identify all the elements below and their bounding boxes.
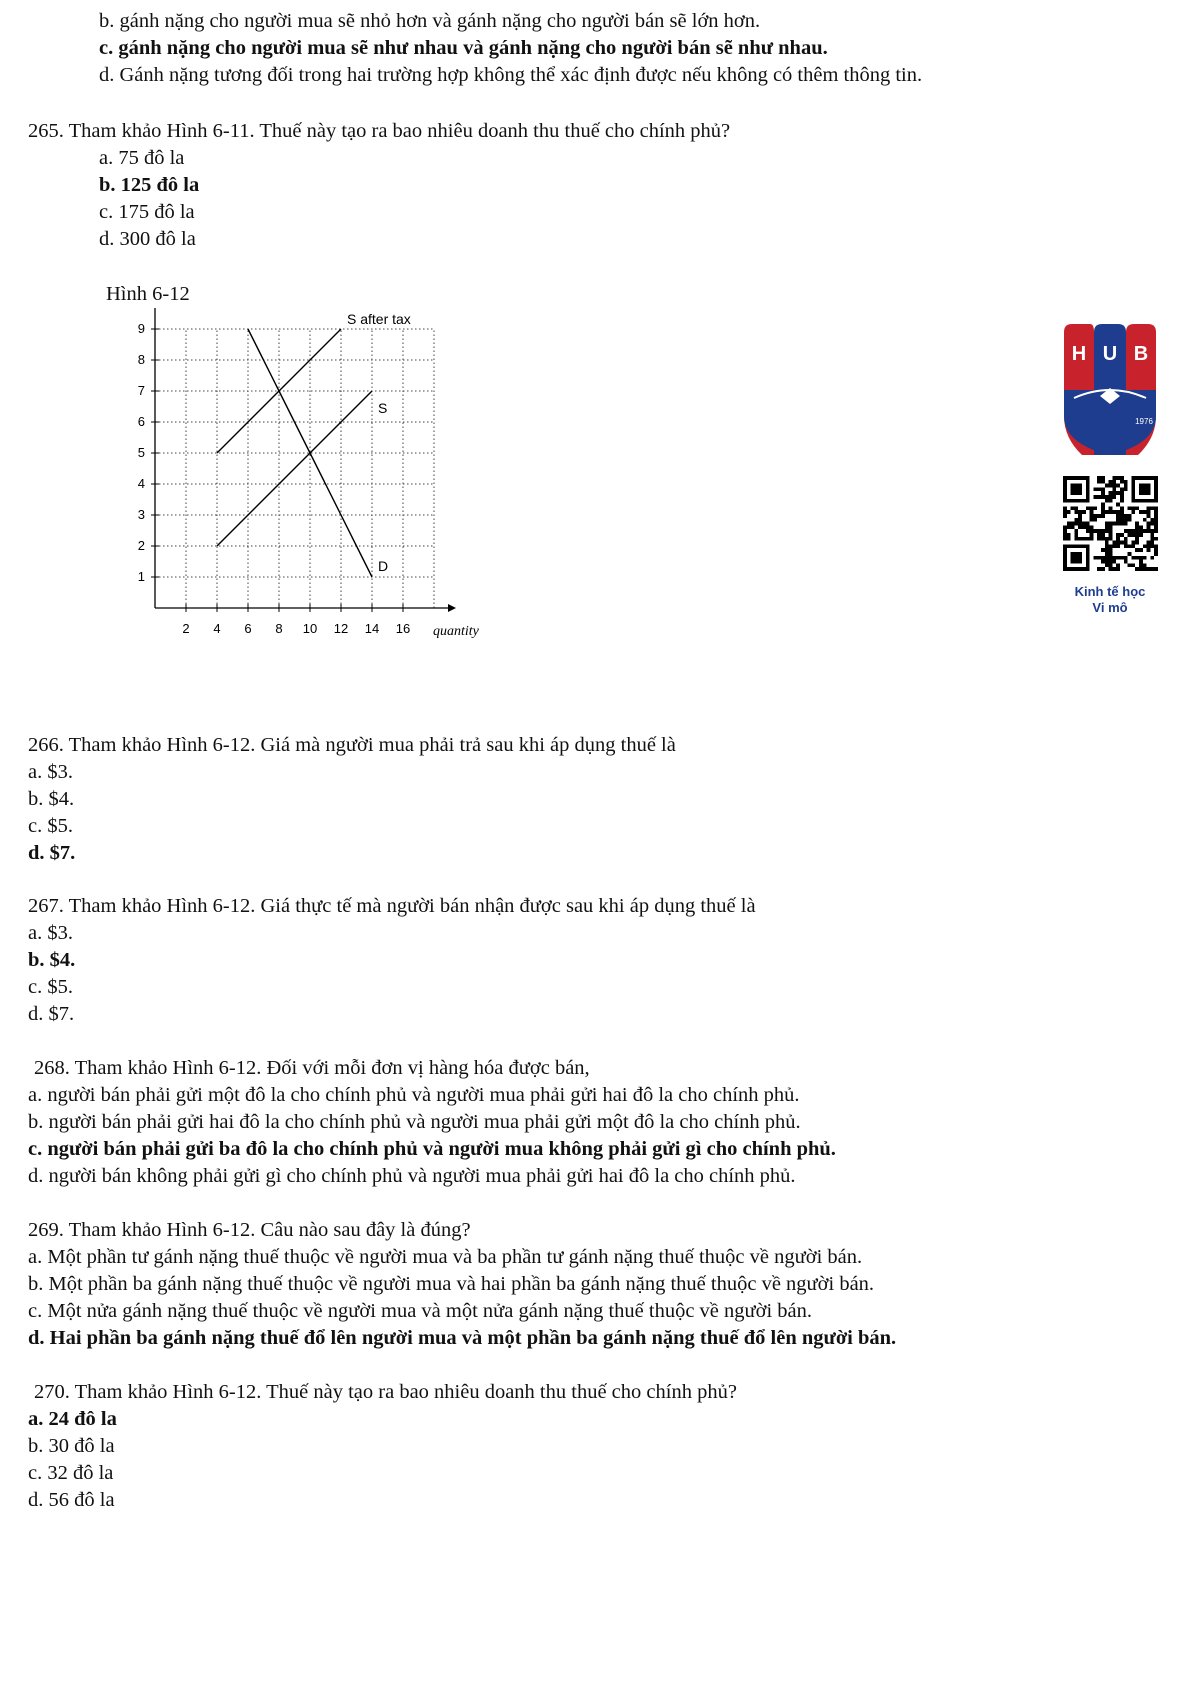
q264-option-c: c. gánh nặng cho người mua sẽ như nhau và gánh nặng cho người bán sẽ như nhau. [99, 37, 828, 59]
q264-option-d: d. Gánh nặng tương đối trong hai trường hợp không thể xác định được nếu không có thêm thông tin. [99, 64, 923, 86]
q269-option-a: a. Một phần tư gánh nặng thuế thuộc về người mua và ba phần tư gánh nặng thuế thuộc về người bán. [28, 1246, 863, 1268]
logo-letter-u: U [1102, 343, 1118, 365]
q270-option-b: b. 30 đô la [28, 1435, 115, 1457]
y-tick-label: 6 [137, 414, 145, 429]
x-tick-label: 8 [275, 621, 283, 636]
q269-option-c: c. Một nửa gánh nặng thuế thuộc về người mua và một nửa gánh nặng thuế thuộc về người bán. [28, 1300, 813, 1322]
qr-modules [1063, 476, 1158, 571]
y-tick-label: 2 [137, 538, 145, 553]
q266-question: 266. Tham khảo Hình 6-12. Giá mà người mua phải trả sau khi áp dụng thuế là [28, 734, 676, 756]
x-tick-label: 2 [182, 621, 190, 636]
subject-line-1: Kinh tế học [1074, 584, 1146, 599]
curve-label-s-after-tax: S after tax [347, 311, 411, 327]
y-tick-label: 8 [137, 352, 145, 367]
curve-label-s: S [378, 400, 388, 416]
q267-option-b: b. $4. [28, 949, 76, 971]
x-tick-label: 10 [302, 621, 318, 636]
q267-option-c: c. $5. [28, 976, 73, 998]
q269-question: 269. Tham khảo Hình 6-12. Câu nào sau đây là đúng? [28, 1219, 471, 1241]
logo-year: 1976 [1135, 417, 1153, 426]
x-tick-label: 6 [244, 621, 252, 636]
x-axis-label: quantity [433, 624, 479, 639]
logo-letter-b: B [1133, 343, 1149, 365]
subject-label [1040, 584, 1180, 616]
y-tick-label: 4 [137, 476, 145, 491]
q268-option-b: b. người bán phải gửi hai đô la cho chính phủ và người mua phải gửi một đô la cho chính phủ. [28, 1111, 801, 1133]
y-tick-label: 9 [137, 321, 145, 336]
hub-logo [1060, 320, 1160, 455]
q265-option-b: b. 125 đô la [99, 174, 200, 196]
q267-option-a: a. $3. [28, 922, 73, 944]
q264-option-b: b. gánh nặng cho người mua sẽ nhỏ hơn và gánh nặng cho người bán sẽ lớn hơn. [99, 10, 761, 32]
supply-demand-chart [130, 308, 550, 698]
y-tick-label: 3 [137, 507, 145, 522]
q265-question: 265. Tham khảo Hình 6-11. Thuế này tạo ra bao nhiêu doanh thu thuế cho chính phủ? [28, 120, 731, 142]
qr-code [1063, 476, 1158, 571]
curve-s [217, 391, 372, 546]
y-tick-label: 7 [137, 383, 145, 398]
q270-option-c: c. 32 đô la [28, 1462, 114, 1484]
x-tick-label: 12 [333, 621, 349, 636]
q268-option-a: a. người bán phải gửi một đô la cho chính phủ và người mua phải gửi hai đô la cho chính phủ. [28, 1084, 800, 1106]
q265-option-a: a. 75 đô la [99, 147, 185, 169]
q268-option-c: c. người bán phải gửi ba đô la cho chính phủ và người mua không phải gửi gì cho chính phủ. [28, 1138, 836, 1160]
q270-question: 270. Tham khảo Hình 6-12. Thuế này tạo ra bao nhiêu doanh thu thuế cho chính phủ? [34, 1381, 737, 1403]
curve-label-d: D [378, 558, 389, 574]
subject-line-2: Vi mô [1092, 600, 1128, 615]
figure-title: Hình 6-12 [106, 283, 190, 305]
x-axis-arrow [448, 604, 456, 612]
q266-option-b: b. $4. [28, 788, 75, 810]
q266-option-d: d. $7. [28, 842, 76, 864]
q267-question: 267. Tham khảo Hình 6-12. Giá thực tế mà người bán nhận được sau khi áp dụng thuế là [28, 895, 756, 917]
q267-option-d: d. $7. [28, 1003, 75, 1025]
q266-option-c: c. $5. [28, 815, 73, 837]
q265-option-c: c. 175 đô la [99, 201, 195, 223]
q266-option-a: a. $3. [28, 761, 73, 783]
q270-option-a: a. 24 đô la [28, 1408, 117, 1430]
q265-option-d: d. 300 đô la [99, 228, 196, 250]
logo-letter-h: H [1071, 343, 1087, 365]
q270-option-d: d. 56 đô la [28, 1489, 115, 1511]
q269-option-b: b. Một phần ba gánh nặng thuế thuộc về người mua và hai phần ba gánh nặng thuế thuộc về người bán. [28, 1273, 875, 1295]
y-tick-label: 1 [137, 569, 145, 584]
x-tick-label: 16 [395, 621, 411, 636]
q268-question: 268. Tham khảo Hình 6-12. Đối với mỗi đơn vị hàng hóa được bán, [34, 1057, 590, 1079]
y-tick-label: 5 [137, 445, 145, 460]
x-tick-label: 14 [364, 621, 380, 636]
q268-option-d: d. người bán không phải gửi gì cho chính phủ và người mua phải gửi hai đô la cho chính phủ. [28, 1165, 796, 1187]
x-tick-label: 4 [213, 621, 221, 636]
q269-option-d: d. Hai phần ba gánh nặng thuế đổ lên người mua và một phần ba gánh nặng thuế đổ lên người bán. [28, 1327, 897, 1349]
